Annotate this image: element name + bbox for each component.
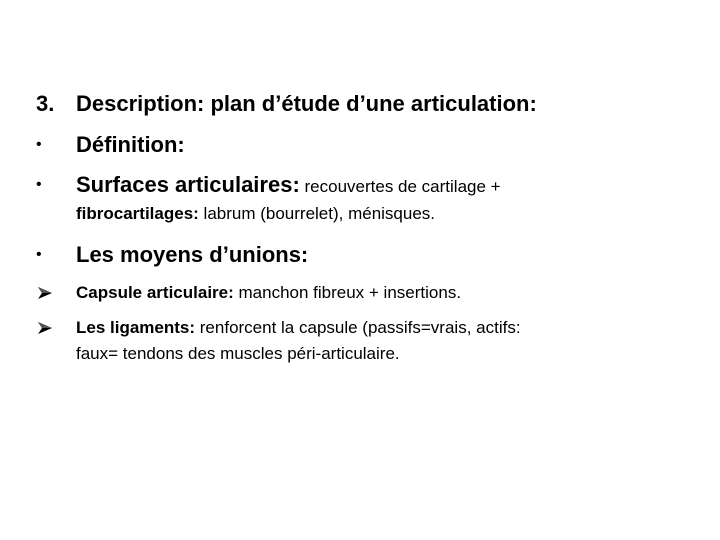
arrow-item-text	[76, 318, 521, 338]
bullet-dot: •	[36, 246, 42, 263]
bullet-dot: •	[36, 176, 42, 193]
term-label: fibrocartilages:	[76, 204, 199, 223]
arrow-bullet-icon	[36, 319, 54, 337]
heading-text: Description: plan d’étude d’une articulation:	[76, 91, 537, 116]
continuation-text	[76, 204, 435, 224]
arrow-item-text	[76, 283, 461, 303]
term-description: recouvertes de cartilage +	[299, 177, 501, 196]
term-label: Les ligaments:	[76, 318, 196, 337]
term-description: manchon fibreux + insertions.	[233, 283, 462, 302]
term-label: Capsule articulaire:	[76, 283, 234, 302]
term-label: Surfaces articulaires:	[76, 172, 300, 197]
bullet-text: Définition:	[76, 132, 185, 157]
continuation-text: faux= tendons des muscles péri-articulaire.	[76, 344, 400, 363]
bullet-dot: •	[36, 136, 42, 153]
term-description: labrum (bourrelet), ménisques.	[198, 204, 436, 223]
bullet-text: Les moyens d’unions:	[76, 242, 309, 267]
list-number: 3.	[36, 91, 55, 116]
arrow-bullet-icon	[36, 284, 54, 302]
bullet-text	[76, 172, 501, 198]
term-description: renforcent la capsule (passifs=vrais, actifs:	[195, 318, 521, 337]
